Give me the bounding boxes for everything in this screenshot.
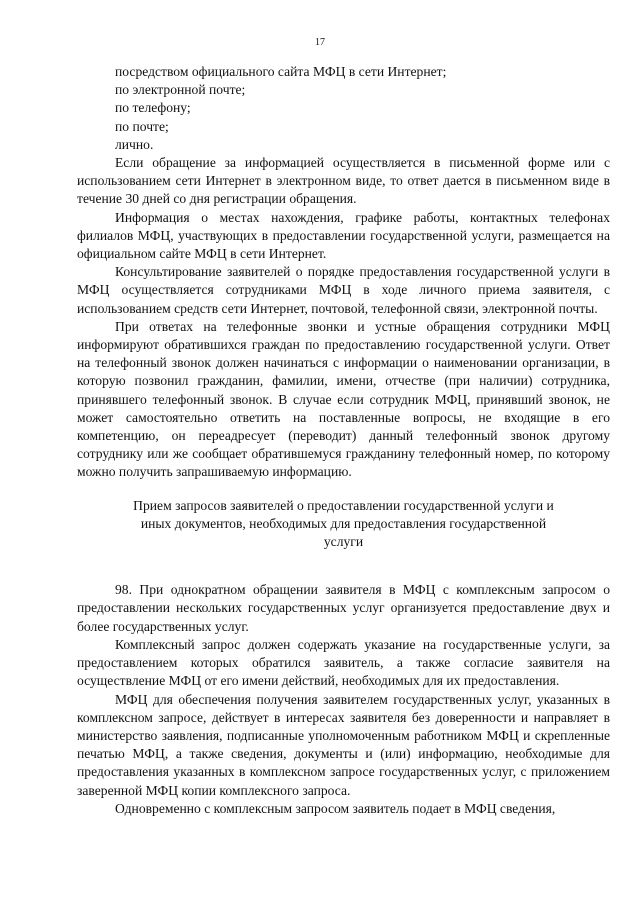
list-item: по телефону; (115, 100, 191, 116)
paragraph: Одновременно с комплексным запросом заявитель подает в МФЦ сведения, (115, 800, 556, 816)
paragraph: 98. При однократном обращении заявителя в МФЦ с комплексным запросом о предоставлении нескольких государственных услуг организуется предоставление двух и более государственных услуг. (77, 582, 610, 634)
paragraph: МФЦ для обеспечения получения заявителем государственных услуг, указанных в комплексном запросе, действует в интересах заявителя без доверенности и направляет в министерство заявления, подписанные уполномоченным работником МФЦ и скрепленные печатью МФЦ, а также сведения, документы и (или) информацию, необходимые для предоставления указанных в комплексном запросе государственных услуг, с приложением заверенной МФЦ копии комплексного запроса. (77, 691, 610, 798)
list-item: по электронной почте; (115, 82, 246, 98)
list-item: по почте; (115, 118, 169, 134)
list-item: лично. (115, 136, 154, 152)
section-heading: Прием запросов заявителей о предоставлении государственной услуги и иных документов, необходимых для предоставления государственной услуги (133, 497, 554, 550)
spacer (77, 551, 610, 581)
paragraph: Консультирование заявителей о порядке предоставления государственной услуги в МФЦ осуществляется сотрудниками МФЦ в ходе личного приема заявителя, с использованием средств сети Интернет, почтовой, телефонной связи, электронной почты. (77, 264, 610, 316)
paragraph: Если обращение за информацией осуществляется в письменной форме или с использованием сети Интернет в электронном виде, то ответ дается в письменном виде в течение 30 дней со дня регистрации обращения. (77, 155, 610, 207)
paragraph: Информация о местах нахождения, графике работы, контактных телефонах филиалов МФЦ, участвующих в предоставлении государственной услуги, размещается на официальном сайте МФЦ в сети Интернет. (77, 209, 610, 262)
paragraph: Комплексный запрос должен содержать указание на государственные услуги, за предоставлением которых обратился заявитель, а также согласие заявителя на осуществление МФЦ от его имени действий, необходимых для их предоставления. (77, 636, 610, 689)
paragraph: При ответах на телефонные звонки и устные обращения сотрудники МФЦ информируют обратившихся граждан по предоставлению государственной услуги. Ответ на телефонный звонок должен начинаться с информации о наименовании организации, в которую позвонил гражданин, фамилии, имени, отчестве (при наличии) сотрудника, принявшего телефонный звонок. В случае если сотрудник МФЦ, принявший звонок, не может самостоятельно ответить на поставленные вопросы, не входящие в его компетенцию, он переадресует (переводит) данный телефонный звонок другому сотруднику или же сообщает обратившемуся гражданину телефонный номер, по которому можно получить запрашиваемую информацию. (77, 318, 610, 480)
list-item: посредством официального сайта МФЦ в сети Интернет; (115, 64, 447, 79)
spacer (77, 482, 610, 497)
page-content (77, 63, 610, 818)
page-number: 17 (315, 37, 325, 48)
